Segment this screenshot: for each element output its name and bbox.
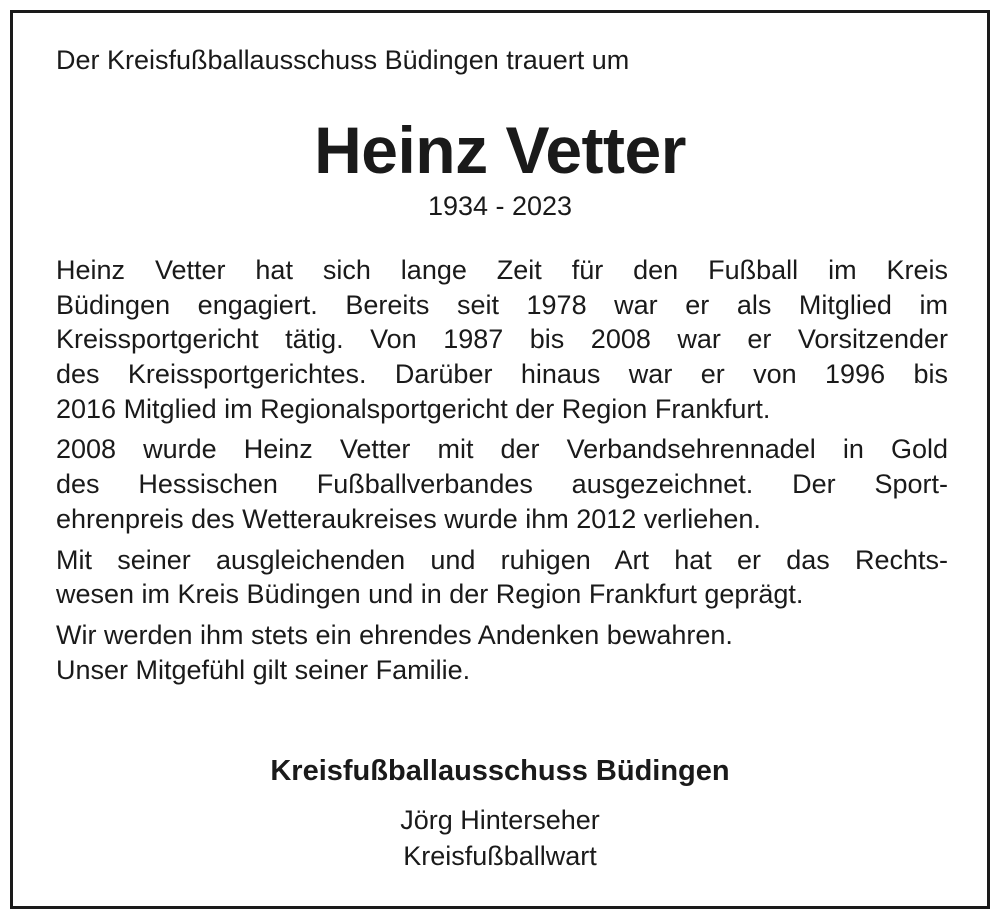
body-line: Kreissportgericht tätig. Von 1987 bis 2008 war er Vorsitzender: [56, 324, 948, 355]
signature-person: Jörg Hinterseher: [400, 805, 600, 835]
body-line: Büdingen engagiert. Bereits seit 1978 war er als Mitglied im: [56, 289, 948, 320]
body-line: Heinz Vetter hat sich lange Zeit für den Fußball im Kreis: [56, 255, 948, 285]
body-line: des Kreissportgerichtes. Darüber hinaus war er von 1996 bis: [56, 359, 948, 390]
body-line: wesen im Kreis Büdingen und in der Region Frankfurt geprägt.: [56, 579, 804, 610]
paragraph-condolence: [56, 618, 948, 687]
deceased-name: Heinz Vetter: [314, 113, 686, 187]
body-line: ehrenpreis des Wetteraukreises wurde ihm 2012 verliehen.: [56, 503, 761, 534]
body-line: Unser Mitgefühl gilt seiner Familie.: [56, 654, 471, 685]
paragraph-career: [56, 253, 948, 426]
life-dates: 1934 - 2023: [427, 191, 573, 221]
obituary-body: [56, 253, 948, 693]
body-line: Wir werden ihm stets ein ehrendes Andenken bewahren.: [56, 619, 733, 650]
signature-organization: Kreisfußballausschuss Büdingen: [270, 755, 730, 787]
body-line: 2016 Mitglied im Regionalsportgericht der Region Frankfurt.: [56, 393, 771, 424]
body-line: 2008 wurde Heinz Vetter mit der Verbandsehrennadel in Gold: [56, 434, 948, 465]
paragraph-character: [56, 543, 948, 612]
body-line: Mit seiner ausgleichenden und ruhigen Art hat er das Rechts-: [56, 544, 948, 575]
intro-text: Der Kreisfußballausschuss Büdingen trauert um: [56, 45, 630, 75]
paragraph-awards: [56, 432, 948, 536]
body-line: des Hessischen Fußballverbandes ausgezeichnet. Der Sport-: [56, 469, 948, 500]
signature-role: Kreisfußballwart: [403, 841, 597, 871]
